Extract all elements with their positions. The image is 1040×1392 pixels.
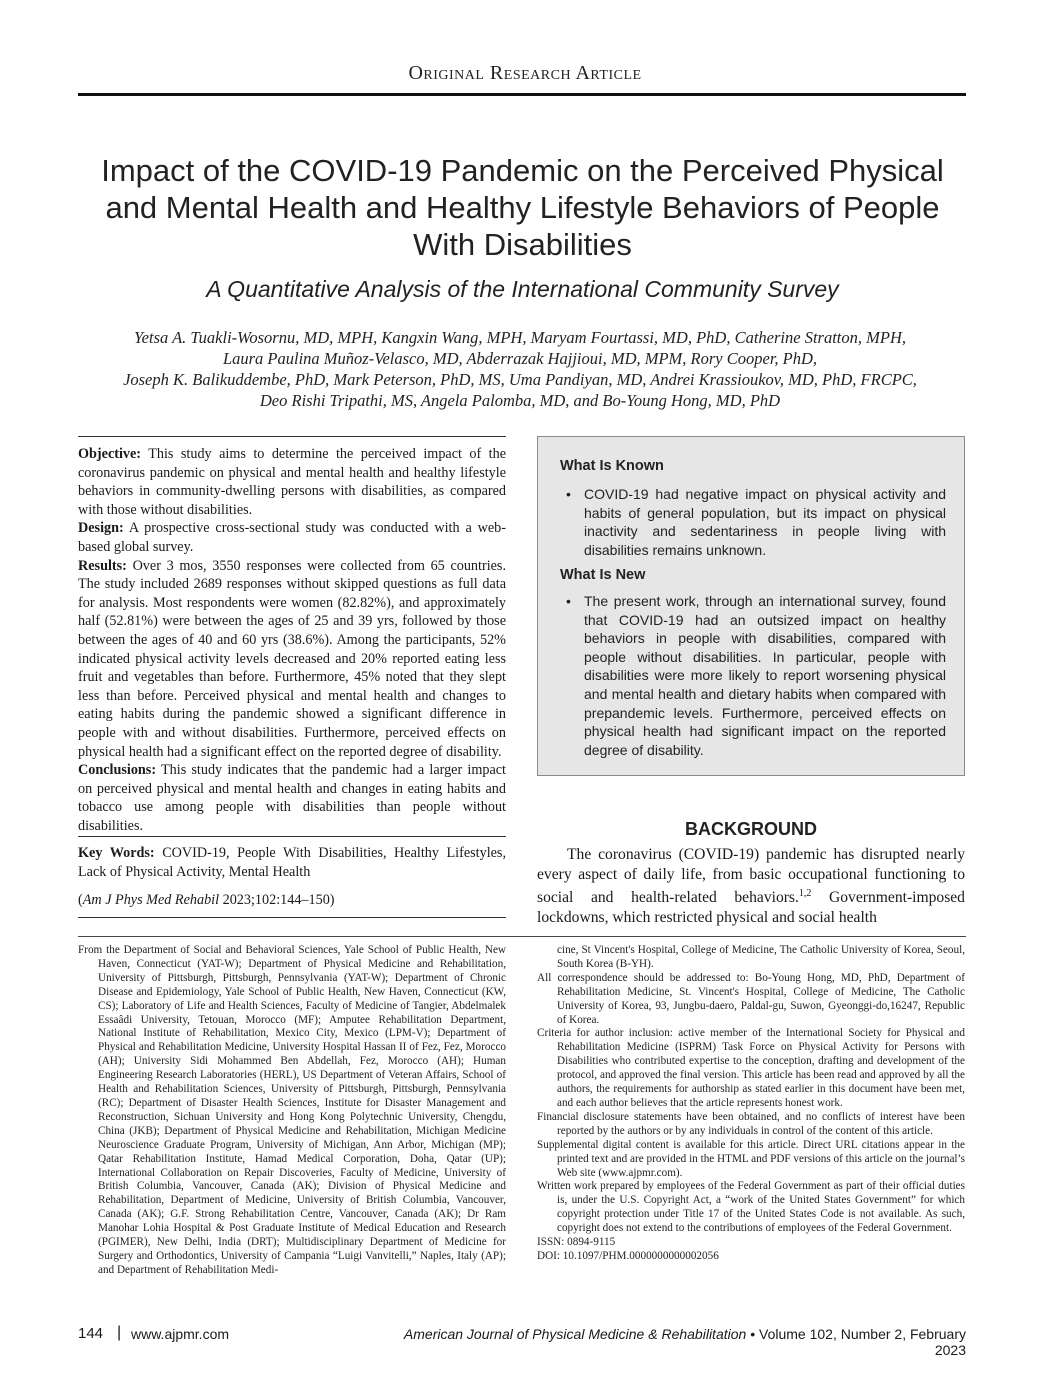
footer-separator: |	[117, 1324, 122, 1341]
abstract	[78, 445, 506, 835]
author-line: Laura Paulina Muñoz-Velasco, MD, Abderrazak Hajjioui, MD, MPM, Rory Cooper, PhD,	[222, 349, 818, 368]
footer-bullet: •	[750, 1326, 756, 1342]
article-subtitle: A Quantitative Analysis of the International Community Survey	[206, 276, 839, 302]
keywords-label: Key Words:	[78, 845, 155, 861]
abstract-objective	[78, 445, 506, 519]
abstract-rule-mid	[78, 836, 506, 837]
design-text: A prospective cross-sectional study was conducted with a web-based global survey.	[78, 520, 506, 555]
affiliations-continued: cine, St Vincent's Hospital, College of Medicine, The Catholic University of Korea, Seoul, South Korea (B-YH).	[557, 944, 965, 970]
author-line: Joseph K. Balikuddembe, PhD, Mark Peterson, PhD, MS, Uma Pandiyan, MD, Andrei Krassioukov, MD, PhD, FRCPC,	[123, 370, 917, 389]
citation-journal: Am J Phys Med Rehabil	[82, 892, 220, 908]
background-heading: BACKGROUND	[685, 819, 817, 839]
design-label: Design:	[78, 520, 124, 537]
section-label: Original Research Article	[408, 62, 642, 84]
authorship-criteria: Criteria for author inclusion: active member of the International Society for Physical and Rehabilitation Medicine (ISPRM) Task Force on Physical Activity for Persons with Disabilities who contributed expertise to the conception, drafting and development of the protocol, and approved the final version. This article has been read and approved by all the authors, the requirements for authorship as stated earlier in this document have been met, and each author believes that the article represents honest work.	[537, 1027, 965, 1109]
new-text: The present work, through an international survey, found that COVID-19 had an outsized impact on healthy behaviors in people with disabilities, compared with people without disabilities. In particular, people with disabilities were more likely to report worsening physical and mental health and dietary habits when compared with prepandemic levels. Furthermore, perceived effects on physical health had significant impact on the reported degree of disability.	[584, 593, 946, 758]
abstract-conclusions	[78, 761, 506, 835]
bullet-icon: •	[566, 593, 571, 609]
new-heading: What Is New	[560, 567, 646, 583]
known-heading: What Is Known	[560, 458, 664, 474]
author-line: Deo Rishi Tripathi, MS, Angela Palomba, MD, and Bo-Young Hong, MD, PhD	[259, 391, 781, 410]
results-label: Results:	[78, 557, 127, 574]
bullet-icon: •	[566, 486, 571, 502]
background-text	[537, 845, 965, 927]
known-text: COVID-19 had negative impact on physical activity and habits of general population, but its impact on physical inactivity and sedentariness in people living with disabilities remains unknown.	[584, 486, 946, 558]
background-text-start: The coronavirus (COVID-19) pandemic has disrupted nearly every aspect of daily life, from basic occupational functioning to social and health-related behaviors.	[537, 846, 965, 907]
keywords-text: COVID-19, People With Disabilities, Healthy Lifestyles, Lack of Physical Activity, Mental Health	[78, 845, 506, 880]
doi: DOI: 10.1097/PHM.0000000000002056	[537, 1249, 719, 1262]
page-number: 144	[78, 1325, 104, 1342]
results-text: Over 3 mos, 3550 responses were collected from 65 countries. The study included 2689 responses without skipped questions as full data for analysis. Most respondents were women (82.82%), and approximately half (52.81%) were between the ages of 25 and 39 yrs, followed by those between the ages of 40 and 60 yrs (38.6%). Among the participants, 52% indicated physical activity levels decreased and 20% reported eating less fruit and vegetables than before. Furthermore, 45% noted that they slept less than before. Perceived physical and mental health and changes to eating habits during the pandemic showed a significant difference in people with and without disabilities. Furthermore, perceived effects on physical health had a significant effect on the reported degree of disability.	[78, 557, 506, 760]
footnotes-right	[537, 944, 965, 1264]
keywords	[78, 844, 506, 881]
new-item	[564, 592, 946, 759]
journal-info	[380, 1326, 966, 1358]
footnote-rule	[78, 936, 966, 937]
financial-disclosure: Financial disclosure statements have been obtained, and no conflicts of interest have been reported by the authors or by any individuals in control of the content of this article.	[537, 1110, 965, 1137]
journal-url[interactable]: www.ajpmr.com	[131, 1326, 230, 1342]
footnotes-left	[78, 944, 506, 1278]
conclusions-text: This study indicates that the pandemic had a larger impact on perceived physical and mental health and changes in eating habits and tobacco use among people with disabilities than people without disabilities.	[78, 762, 506, 834]
citation	[78, 892, 335, 909]
issn: ISSN: 0894-9115	[537, 1236, 616, 1249]
supplemental-content: Supplemental digital content is available for this article. Direct URL citations appear in the printed text and are provided in the HTML and PDF versions of this article on the journal’s Web site (www.ajpmr.com).	[537, 1138, 965, 1179]
conclusions-label: Conclusions:	[78, 762, 157, 779]
known-item	[564, 485, 946, 559]
government-work: Written work prepared by employees of the Federal Government as part of their official duties is, under the U.S. Copyright Act, a “work of the United States Government” for which copyright protection under Title 17 of the United States Code is not available. As such, copyright does not extend to the contributions of employees of the Federal Government.	[537, 1180, 965, 1235]
citation-volume: 2023;102:144–150)	[219, 892, 335, 908]
author-list	[72, 327, 968, 411]
abstract-rule-top	[78, 436, 506, 437]
header-rule	[78, 93, 966, 96]
author-line: Yetsa A. Tuakli-Wosornu, MD, MPH, Kangxin Wang, MPH, Maryam Fourtassi, MD, PhD, Catherine Stratton, MPH,	[134, 328, 906, 347]
correspondence: All correspondence should be addressed to: Bo-Young Hong, MD, PhD, Department of Rehabilitation Medicine, St. Vincent's Hospital, College of Medicine, The Catholic University of Korea, 93, Jungbu-daero, Paldal-gu, Suwon, Gyeonggi-do,16247, Republic of Korea.	[537, 971, 965, 1026]
article-title: Impact of the COVID-19 Pandemic on the Perceived Physical and Mental Health and Healthy Lifestyle Behaviors of People With Disabilities	[101, 153, 944, 262]
abstract-rule-bottom	[78, 917, 506, 918]
citation-paren: (	[78, 892, 83, 908]
objective-label: Objective:	[78, 446, 142, 462]
citation-superscript: 1,2	[798, 888, 812, 899]
journal-name: American Journal of Physical Medicine & Rehabilitation	[403, 1326, 747, 1342]
objective-text: This study aims to determine the perceived impact of the coronavirus pandemic on physical and mental health and healthy lifestyle behaviors in community-dwelling persons with disabilities, as compared with those without disabilities.	[78, 446, 507, 518]
affiliations: From the Department of Social and Behavioral Sciences, Yale School of Public Health, New Haven, Connecticut (YAT-W); Department of Physical Medicine and Rehabilitation, University of Pittsburgh, Pittsburgh, Pennsylvania (YAT-W); Department of Chronic Disease and Epidemiology, Yale School of Public Health, New Haven, Connecticut (KW, CS); Laboratory of Life and Health Sciences, Faculty of Medicine of Tangier, Abdelmalek Essaâdi University, Tetouan, Morocco (MF); Amputee Rehabilitation Department, National Institute of Rehabilitation, Mexico City, Mexico (LPM-V); Department of Physical and Rehabilitation Medicine, University Hospital Hassan II of Fez, Fez, Morocco (AH); University Sidi Mohammed Ben Abdellah, Fez, Morocco (AH); Human Engineering Research Laboratories (HERL), US Department of Veteran Affairs, School of Health and Rehabilitation Sciences, University of Pittsburgh, Pittsburgh, Pennsylvania (RC); Department of Disaster Health Sciences, Institute for Disaster Management and Reconstruction, Sichuan University and Hong Kong Polytechnic University, Chengdu, China (JKB); Department of Physical Medicine and Rehabilitation, Michigan Medicine Neuroscience Graduate Program, University of Michigan, Ann Arbor, Michigan (MP); Qatar Rehabilitation Institute, Hamad Medical Corporation, Doha, Qatar (UP); International Collaboration on Repair Discoveries, Faculty of Medicine, University of British Columbia, Vancouver, Canada (AK); Division of Physical Medicine and Rehabilitation, Department of Medicine, University of British Columbia, Vancouver, Canada (AK); G.F. Strong Rehabilitation Centre, Vancouver, Canada (AK); Dr Ram Manohar Lohia Hospital & Post Graduate Institute of Medical Education and Research (PGIMER), New Delhi, India (DRT); Multidisciplinary Department of Medicine for Surgery and Orthodontics, University of Campania “Luigi Vanvitelli,” Naples, Italy (AP); and Department of Rehabilitation Medi-	[78, 944, 506, 1276]
what-is-known-box	[537, 436, 965, 776]
background-text-end: Government-imposed lockdowns, which restricted physical and social health	[537, 889, 965, 926]
journal-issue: Volume 102, Number 2, February 2023	[759, 1326, 966, 1358]
abstract-results	[78, 557, 506, 762]
abstract-design	[78, 519, 506, 556]
